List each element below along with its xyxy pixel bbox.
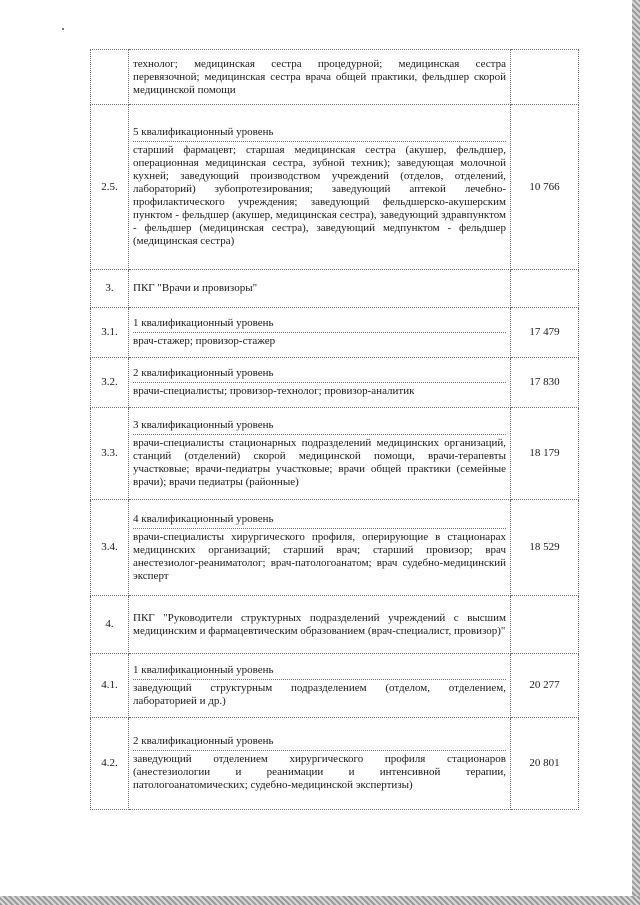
table-row <box>91 105 579 270</box>
positions-text: врачи-специалисты стационарных подразделений медицинских организаций, станций (отделений) скорой медицинской помощи, врачи-терапевты участковые; врачи-педиатры участковые; врачи общей практики (семейные врачи); врачи педиатры (районные) <box>133 436 506 488</box>
level-cell <box>129 654 511 718</box>
row-number: 3.2. <box>91 358 129 408</box>
salary-table <box>90 49 579 810</box>
level-cell <box>129 408 511 500</box>
level-cell <box>129 358 511 408</box>
salary-cell <box>511 50 579 105</box>
positions-text: заведующий структурным подразделением (отделом, отделением, лабораторией и др.) <box>133 681 506 707</box>
row-number: 3. <box>91 270 129 308</box>
row-number: 3.3. <box>91 408 129 500</box>
qualification-level: 5 квалификационный уровень <box>133 125 506 142</box>
row-number: 4.1. <box>91 654 129 718</box>
positions-text: врачи-специалисты хирургического профиля, оперирующие в стационарах медицинских организаций; старший врач; старший провизор; врач анестезиолог-реаниматолог; врач-патологоанатом; врач судебно-медицинский эксперт <box>133 530 506 582</box>
qualification-level: 3 квалификационный уровень <box>133 418 506 435</box>
level-cell <box>129 718 511 810</box>
table-row <box>91 270 579 308</box>
scan-edge-bottom <box>0 896 640 905</box>
row-number: 4.2. <box>91 718 129 810</box>
level-cell <box>129 500 511 596</box>
qualification-level: 2 квалификационный уровень <box>133 366 506 383</box>
table-row <box>91 308 579 358</box>
positions-text: врачи-специалисты; провизор-технолог; провизор-аналитик <box>133 385 415 397</box>
salary-value: 20 277 <box>511 654 579 718</box>
salary-value: 17 479 <box>511 308 579 358</box>
salary-value: 18 179 <box>511 408 579 500</box>
table-row <box>91 654 579 718</box>
table-row <box>91 408 579 500</box>
qualification-level: 1 квалификационный уровень <box>133 663 506 680</box>
salary-cell <box>511 596 579 654</box>
positions-text: старший фармацевт; старшая медицинская сестра (акушер, фельдшер, операционная медицинская сестра, зубной техник); заведующая молочной кухней; заведующий производством учреждений (отделов, отделений, лабораторий) зубопротезирования; заведующий аптекой лечебно-профилактического учреждения; заведующий фельдшерско-акушерским пунктом - фельдшер (акушер, медицинская сестра), заведующий здравпунктом - фельдшер (медицинская сестра), заведующий медпунктом - фельдшер (медицинская сестра) <box>133 144 506 247</box>
table-row <box>91 718 579 810</box>
level-cell <box>129 308 511 358</box>
group-title: ПКГ "Руководители структурных подразделений учреждений с высшим медицинским и фармацевтическим образованием (врач-специалист, провизор)" <box>129 596 511 654</box>
group-title: ПКГ "Врачи и провизоры" <box>129 270 511 308</box>
positions-text: заведующий отделением хирургического профиля стационаров (анестезиологии и реанимации и интенсивной терапии, патологоанатомических; судебно-медицинской экспертизы) <box>133 753 506 791</box>
row-number: 4. <box>91 596 129 654</box>
salary-cell <box>511 270 579 308</box>
salary-value: 10 766 <box>511 105 579 270</box>
salary-value: 20 801 <box>511 718 579 810</box>
table-row <box>91 500 579 596</box>
table-row <box>91 596 579 654</box>
scan-speck <box>62 28 64 30</box>
qualification-level: 2 квалификационный уровень <box>133 734 506 751</box>
table-row <box>91 358 579 408</box>
row-number <box>91 50 129 105</box>
scan-edge-right <box>632 0 640 905</box>
row-number: 3.1. <box>91 308 129 358</box>
positions-text: технолог; медицинская сестра процедурной; медицинская сестра перевязочной; медицинская сестра врача общей практики, фельдшер скорой медицинской помощи <box>129 50 511 105</box>
level-cell <box>129 105 511 270</box>
table-row <box>91 50 579 105</box>
qualification-level: 1 квалификационный уровень <box>133 316 506 333</box>
positions-text: врач-стажер; провизор-стажер <box>133 335 276 347</box>
row-number: 3.4. <box>91 500 129 596</box>
salary-value: 17 830 <box>511 358 579 408</box>
row-number: 2.5. <box>91 105 129 270</box>
qualification-level: 4 квалификационный уровень <box>133 512 506 529</box>
salary-value: 18 529 <box>511 500 579 596</box>
